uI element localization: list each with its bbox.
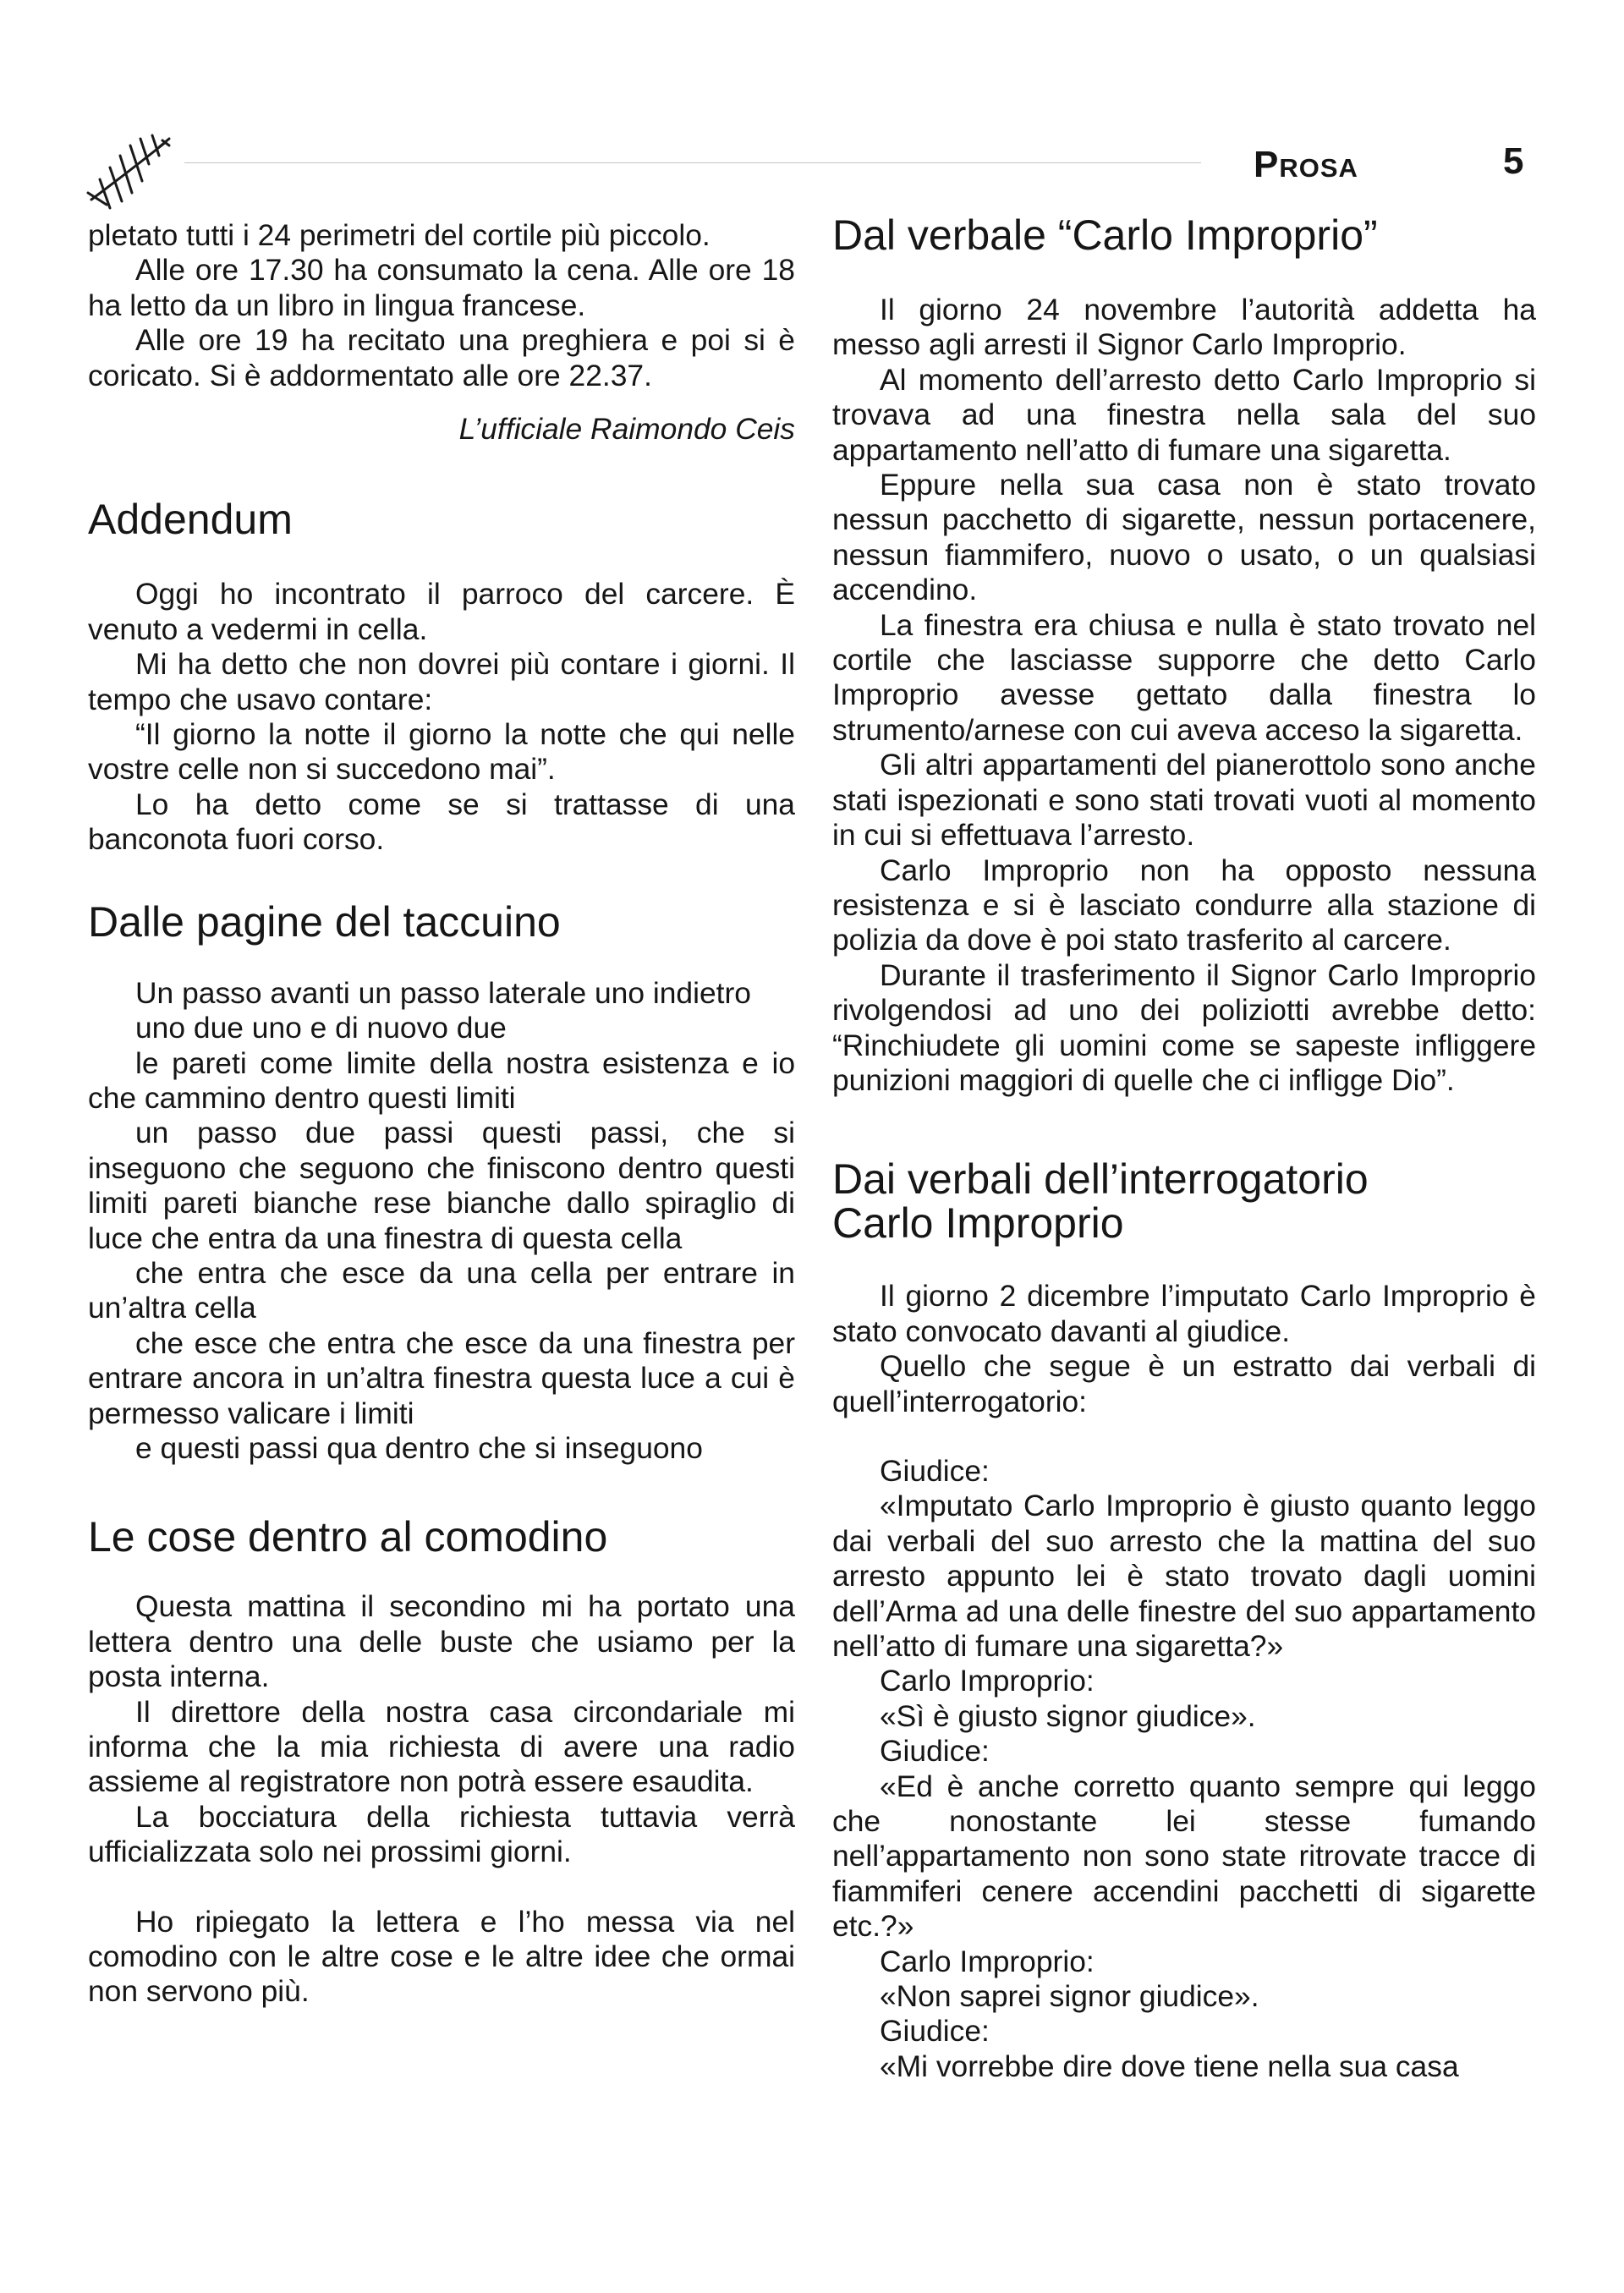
paragraph: che entra che esce da una cella per entrare in un’altra cella: [88, 1255, 795, 1325]
speaker-label: Giudice:: [880, 1453, 990, 1488]
heading-line: Carlo Improprio: [832, 1199, 1124, 1248]
paragraph: La bocciatura della richiesta tuttavia verrà ufficializzata solo nei prossimi giorni.: [88, 1799, 795, 1869]
speaker-label: Giudice:: [880, 2014, 990, 2049]
paragraph: le pareti come limite della nostra esistenza e io che cammino dentro questi limiti: [88, 1045, 795, 1115]
paragraph: Ho ripiegato la lettera e l’ho messa via nel comodino con le altre cose e le altre idee che ormai non servono più.: [88, 1904, 795, 2009]
heading-line: Dai verbali dell’interrogatorio: [832, 1155, 1369, 1204]
paragraph: uno due uno e di nuovo due: [135, 1011, 507, 1045]
paragraph: Carlo Improprio non ha opposto nessuna resistenza e si è lasciato condurre alla stazione di polizia da dove è poi stato trasferito al carcere.: [832, 853, 1536, 957]
paragraph: Questa mattina il secondino mi ha portato una lettera dentro una delle buste che usiamo per la posta interna.: [88, 1589, 795, 1694]
paragraph: un passo due passi questi passi, che si inseguono che seguono che finiscono dentro questi limiti pareti bianche rese bianche dallo spiraglio di luce che entra da una finestra di questa cella: [88, 1116, 795, 1255]
dialogue-line: «Sì è giusto signor giudice».: [880, 1698, 1256, 1733]
left-column: [88, 218, 795, 2010]
heading-comodino: Le cose dentro al comodino: [88, 1513, 608, 1561]
paragraph: che esce che entra che esce da una finestra per entrare ancora in un’altra finestra questa luce a cui è permesso valicare i limiti: [88, 1325, 795, 1430]
paragraph: Lo ha detto come se si trattasse di una banconota fuori corso.: [88, 787, 795, 857]
section-label: Prosa: [1254, 144, 1358, 185]
tally-marks-icon: [81, 127, 183, 211]
paragraph: pletato tutti i 24 perimetri del cortile più piccolo.: [88, 218, 710, 252]
paragraph: Il giorno 2 dicembre l’imputato Carlo Improprio è stato convocato davanti al giudice.: [832, 1279, 1536, 1348]
paragraph: Gli altri appartamenti del pianerottolo sono anche stati ispezionati e sono stati trovati vuoti al momento in cui si effettuava l’arresto.: [832, 748, 1536, 853]
paragraph: Quello che segue è un estratto dai verbali di quell’interrogatorio:: [832, 1349, 1536, 1418]
paragraph: Al momento dell’arresto detto Carlo Improprio si trovava ad una finestra nella sala del suo appartamento nell’atto di fumare una sigaretta.: [832, 362, 1536, 467]
header-rule: [184, 162, 1201, 163]
paragraph: Alle ore 19 ha recitato una preghiera e poi si è coricato. Si è addormentato alle ore 22.37.: [88, 323, 795, 392]
signature: L’ufficiale Raimondo Ceis: [458, 412, 795, 447]
paragraph: Un passo avanti un passo laterale uno indietro: [135, 975, 751, 1010]
dialogue-line: «Mi vorrebbe dire dove tiene nella sua casa: [880, 2049, 1459, 2083]
dialogue-line: «Imputato Carlo Improprio è giusto quanto leggo dai verbali del suo arresto che la mattina del suo arresto appunto lei è stato trovato dagli uomini dell’Arma ad una delle finestre del suo appartamento nell’atto di fumare una sigaretta?»: [832, 1489, 1536, 1663]
paragraph: La finestra era chiusa e nulla è stato trovato nel cortile che lasciasse supporre che detto Carlo Improprio avesse gettato dalla finestra lo strumento/arnese con cui aveva acceso la sigaretta.: [832, 607, 1536, 747]
heading-verbale: Dal verbale “Carlo Improprio”: [832, 211, 1378, 259]
paragraph: Durante il trasferimento il Signor Carlo Improprio rivolgendosi ad uno dei poliziotti avrebbe detto: “Rinchiudete gli uomini come se sapeste infliggere punizioni maggiori di quelle che ci infligge Dio”.: [832, 957, 1536, 1097]
paragraph: e questi passi qua dentro che si inseguono: [135, 1430, 703, 1465]
paragraph: Oggi ho incontrato il parroco del carcere. È venuto a vedermi in cella.: [88, 577, 795, 646]
dialogue-line: «Ed è anche corretto quanto sempre qui leggo che nonostante lei stesse fumando nell’appartamento non sono state ritrovate tracce di fiammiferi cenere accendini pacchetti di sigarette etc.?»: [832, 1769, 1536, 1944]
dialogue-line: «Non saprei signor giudice».: [880, 1979, 1259, 2014]
speaker-label: Carlo Improprio:: [880, 1944, 1095, 1978]
paragraph: Il direttore della nostra casa circondariale mi informa che la mia richiesta di avere una radio assieme al registratore non potrà essere esaudita.: [88, 1694, 795, 1799]
right-column: [832, 211, 1536, 2084]
heading-interrogatorio: [832, 1155, 1536, 1248]
paragraph: Eppure nella sua casa non è stato trovato nessun pacchetto di sigarette, nessun portacenere, nessun fiammifero, nuovo o usato, o un qualsiasi accendino.: [832, 468, 1536, 607]
heading-taccuino: Dalle pagine del taccuino: [88, 897, 561, 946]
paragraph: Mi ha detto che non dovrei più contare i giorni. Il tempo che usavo contare:: [88, 647, 795, 716]
paragraph: “Il giorno la notte il giorno la notte che qui nelle vostre celle non si succedono mai”.: [88, 717, 795, 787]
speaker-label: Carlo Improprio:: [880, 1664, 1095, 1698]
page-number: 5: [1503, 140, 1524, 182]
paragraph: Alle ore 17.30 ha consumato la cena. Alle ore 18 ha letto da un libro in lingua francese.: [88, 253, 795, 322]
heading-addendum: Addendum: [88, 496, 293, 544]
paragraph: Il giorno 24 novembre l’autorità addetta ha messo agli arresti il Signor Carlo Improprio.: [832, 293, 1536, 362]
speaker-label: Giudice:: [880, 1734, 990, 1769]
